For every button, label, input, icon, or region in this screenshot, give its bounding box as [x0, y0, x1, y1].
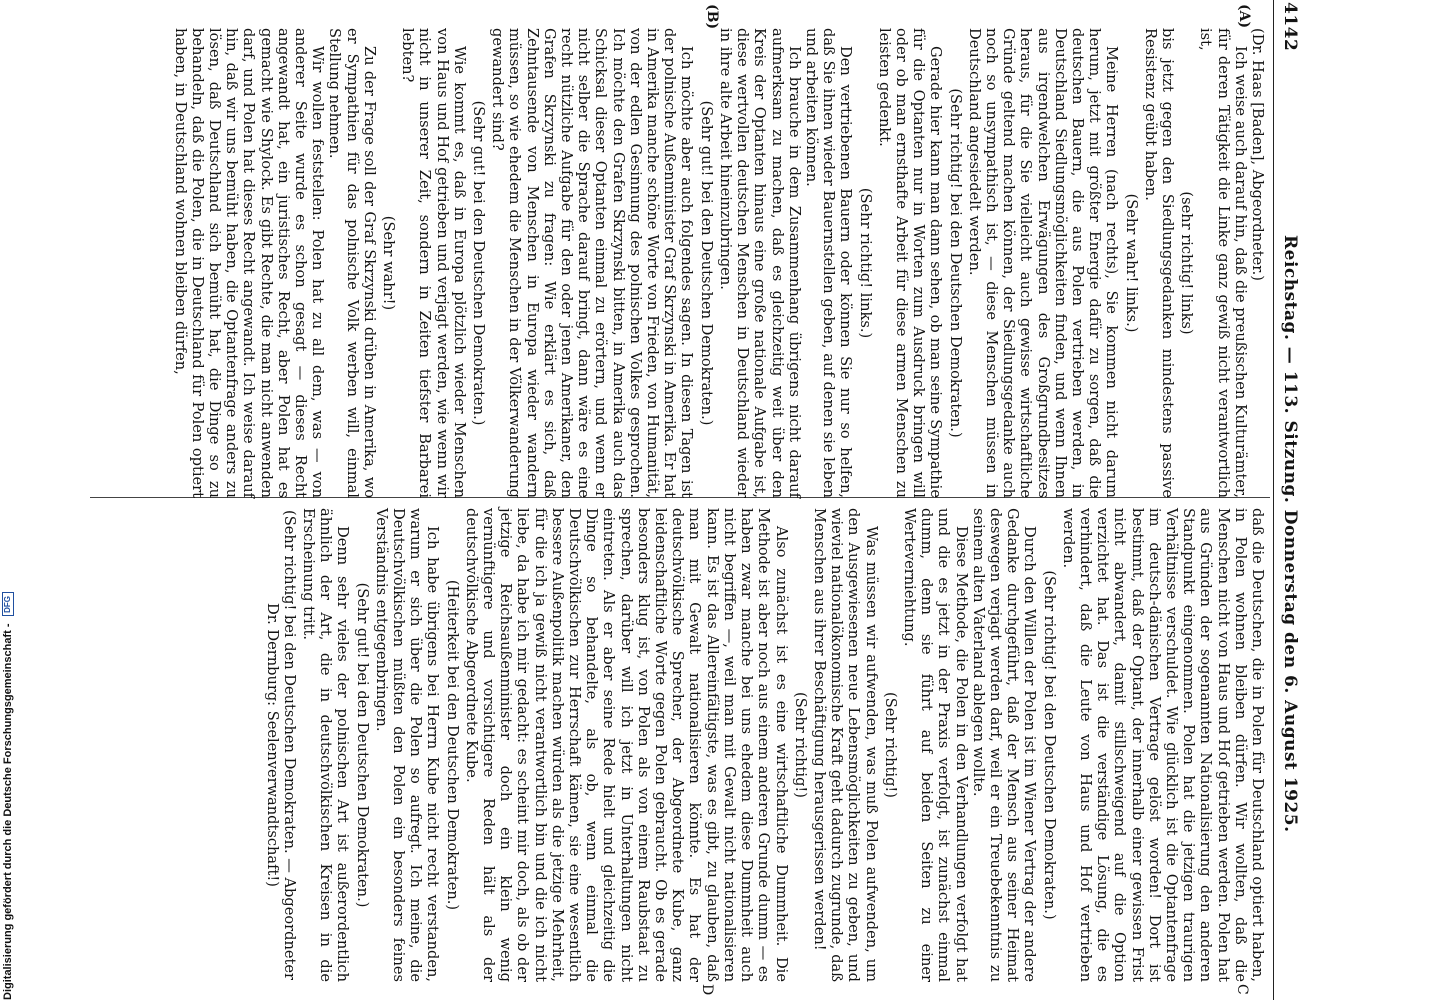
interjection: (Sehr gut! bei den Deutschen Demokraten.)	[697, 100, 715, 426]
interjection: (Sehr richtig! bei den Deutschen Demokraten.)	[1040, 570, 1058, 920]
interjection: (Sehr richtig! bei den Deutschen Demokraten. — Abgeordneter Dr. Dernburg: Seelenverwandtschaft!)	[263, 510, 298, 980]
page-number: 4142	[1280, 2, 1300, 52]
margin-mark-d: D	[699, 984, 715, 996]
paragraph: Gerade hier kann man dann sehen, ob man seine Sympathie für die Optanten nur in Worten zum Ausdruck bringen will oder ob man ernsthafte Arbeit für diese armen Menschen zu leisten gedenkt.	[875, 28, 945, 498]
paragraph: Meine Herren (nach rechts), Sie kommen nicht darum herum, jetzt mit größter Energie dafür zu sorgen, daß die deutschen Bauern, die aus Polen vertrieben werden, in Deutschland Siedlungsmöglichkeiten finden, und wenn Ihnen aus irgendwelchen Erwägungen des Großgrundbesitzes heraus, für die Sie vielleicht auch gewisse wirtschaftliche Gründe geltend machen können, der Siedlungsgedanke auch noch so unsympathisch ist, — diese Menschen müssen in Deutschland angesiedelt werden.	[965, 28, 1121, 498]
left-text-column	[171, 28, 1266, 498]
dfg-logo-icon: DFG	[2, 592, 14, 616]
paragraph: Ich möchte aber auch folgendes sagen. In diesen Tagen ist der polnische Außenminister Graf Skrzynski in Amerika. Er hat in Amerika manche schöne Worte von Frieden, von Humanität, von der edlen Gesinnung des polnischen Volkes gesprochen. Ich möchte den Grafen Skrzynski bitten, in Amerika auch das Schicksal dieser Optanten einmal zu erörtern, und wenn er nicht selber die Sprache darauf bringt, dann wäre es eine recht nützliche Aufgabe für den oder jenen Amerikaner, den Grafen Skrzynski zu fragen: Wie erklärt es sich, daß Zehntausende von Menschen in Europa wieder wandern müssen, so wie ehedem die Menschen in der Völkerwanderung gewandert sind?	[489, 28, 696, 498]
paragraph: Wie kommt es, daß in Europa plötzlich wieder Menschen von Haus und Hof getrieben und verjagt werden, wie wenn wir nicht in unserer Zeit, sondern in Zeiten tiefster Barbarei lebten?	[399, 28, 468, 498]
paragraph: Was müssen wir aufwenden, was muß Polen aufwenden, um den Ausgewiesenen neue Lebensmöglichkeiten zu geben, und wieviel nationalökonomische Kraft geht dadurch zugrunde, daß Menschen aus ihrer Beschäftigung herausgerissen werden!	[810, 508, 880, 982]
interjection: (Sehr richtig!)	[881, 692, 899, 798]
paragraph: Wir wollen feststellen: Polen hat zu all dem, was — von anderer Seite wurde es schon gesagt — dieses Recht angewandt hat, ein juristisches Recht, aber Polen hat es gemacht wie Shylock. Es gibt Rechte, die man nicht anwenden darf, und Polen hat dieses Recht angewandt. Ich weise darauf hin, daß wir uns bemüht haben, die Optantenfrage anders zu lösen, daß Deutschland sich bemüht hat, die Dinge so zu behandeln, daß die Polen, die in Deutschland für Polen optiert haben, in Deutschland wohnen bleiben dürfen,	[171, 28, 327, 498]
paragraph: Diese Methode, die Polen in den Verhandlungen verfolgt hat und die es jetzt in der Praxis verfolgt, ist zunächst einmal dumm, denn sie führt auf beiden Seiten zu einer Werteverniehtung.	[900, 508, 970, 982]
margin-mark-b: (B)	[704, 4, 720, 30]
interjection: (Sehr wahr!)	[380, 215, 398, 311]
header-rule	[1273, 0, 1274, 1000]
interjection: (Sehr wahr! links.)	[1122, 193, 1140, 333]
interjection: (Sehr richtig! links.)	[856, 187, 874, 339]
paragraph: daß die Deutschen, die in Polen für Deutschland optiert haben, in Polen wohnen bleiben dürfen. Wir wollten, daß die Menschen nicht von Haus und Hof getrieben werden. Polen hat aus Gründen der sogenannten Nationalisierung den anderen Standpunkt eingenommen. Polen hat die jetzigen traurigen Verhältnisse verschuldet. Wie glücklich ist die Optantenfrage im deutsch-dänischen Vertrage gelöst worden! Dort ist bestimmt, daß der Optant, der innerhalb einer gewissen Frist nicht abwandert, damit stillschweigend auf die Option verzichtet hat. Das ist die verständige Lösung, die es verhindert, daß die Leute von Haus und Hof vertrieben werden.	[1059, 508, 1266, 982]
interjection: (Sehr richtig! bei den Deutschen Demokraten.)	[946, 88, 964, 438]
paragraph: (Dr. Haas [Baden], Abgeordneter.)	[1249, 28, 1266, 281]
paragraph: Ich habe übrigens bei Herrn Kube nicht recht verstanden, warum er sich über die Polen so aufregt. Ich meine, die Deutschvölkischen müßten den Polen ein besonders feines Verständnis entgegenbringen.	[372, 508, 442, 982]
interjection: (Sehr gut! bei den Deutschen Demokraten.)	[353, 582, 371, 908]
interjection: (Sehr richtig!)	[791, 692, 809, 798]
paragraph: Den vertriebenen Bauern oder können Sie nur so helfen, daß Sie ihnen wieder Bauernstellen geben, auf denen sie leben und arbeiten können.	[802, 28, 855, 498]
credit-text: Digitalisierung gefördert durch die Deutsche Forschungsgemeinschaft -	[2, 623, 14, 1000]
margin-mark-a: (A)	[1236, 4, 1252, 29]
interjection: (Sehr gut! bei den Deutschen Demokraten.)	[470, 100, 488, 426]
paragraph: Also zunächst ist es eine wirtschaftliche Dummheit. Die Methode ist aber noch aus einem anderen Grunde dumm — es haben zwar manche bei uns ehedem diese Dummheit auch nicht begriffen —, weil man mit Gewalt nicht nationalisieren kann. Es ist das Allereinfältigste, was es gibt, zu glauben, daß man mit Gewalt nationalisieren könnte. Es hat der deutschvölkische Sprecher, der Abgeordnete Kube, ganz leidenschaftliche Worte gegen Polen gebraucht. Ob es gerade besonders klug ist, von Polen als von einem Raubstaat zu sprechen, darüber will ich jetzt in Unterhaltungen nicht eintreten. Als er aber seine Rede hielt und gleichzeitig die Dinge so behandelte, als ob, wenn einmal die Deutschvölkischen zur Herrschaft kämen, sie eine wesentlich bessere Außenpolitik machen würden als die jetzige Mehrheit, für die ich ja gewiß nicht verantwortlich bin und die ich nicht liebe, da habe ich mir gedacht: es scheint mir doch, als ob der jetzige Reichsaußenminister doch ein klein wenig vernünftigere und vorsichtigere Reden hält als der deutschvölkische Abgeordnete Kube.	[462, 508, 790, 982]
margin-mark-c: C	[1234, 984, 1250, 995]
page-header	[1272, 0, 1302, 1000]
interjection: (Heiterkeit bei den Deutschen Demokraten.)	[443, 579, 461, 911]
paragraph: Zu der Frage soll der Graf Skrzynski drüben in Amerika, wo er Sympathien für das polnische Volk werben will, einmal Stellung nehmen.	[326, 28, 378, 498]
paragraph: Denn sehr vieles der polnischen Art ist außerordentlich ähnlich der Art, die in deutschvölkischen Kreisen in die Erscheinung tritt.	[300, 508, 352, 982]
paragraph: Durch den Willen der Polen ist im Wiener Vertrag der andere Gedanke durchgeführt, daß der Mensch aus seiner Heimat deswegen verjagt werden darf, weil er ein Treuebekenntnis zu seinem alten Vaterland ablegen wollte.	[969, 508, 1039, 982]
digitization-credit	[2, 590, 20, 1000]
running-title: Reichstag. — 113. Sitzung. Donnerstag den 6. August 1925.	[1280, 235, 1300, 833]
paragraph: bis jetzt gegen den Siedlungsgedanken mindestens passive Resistenz geübt haben.	[1141, 28, 1176, 498]
right-text-column	[261, 508, 1266, 982]
interjection: (sehr richtig! links)	[1178, 191, 1196, 335]
paragraph: Ich brauche in dem Zusammenhang übrigens nicht darauf aufmerksam zu machen, daß es gleichzeitig weit über den Kreis der Optanten hinaus eine große nationale Aufgabe ist, diese wertvollen deutschen Menschen in Deutschland wieder in ihre alte Arbeit hineinzubringen.	[716, 28, 803, 498]
paragraph: Ich weise auch darauf hin, daß die preußischen Kulturämter, für deren Tätigkeit die Linke ganz gewiß nicht verantwortlich ist,	[1197, 28, 1249, 498]
